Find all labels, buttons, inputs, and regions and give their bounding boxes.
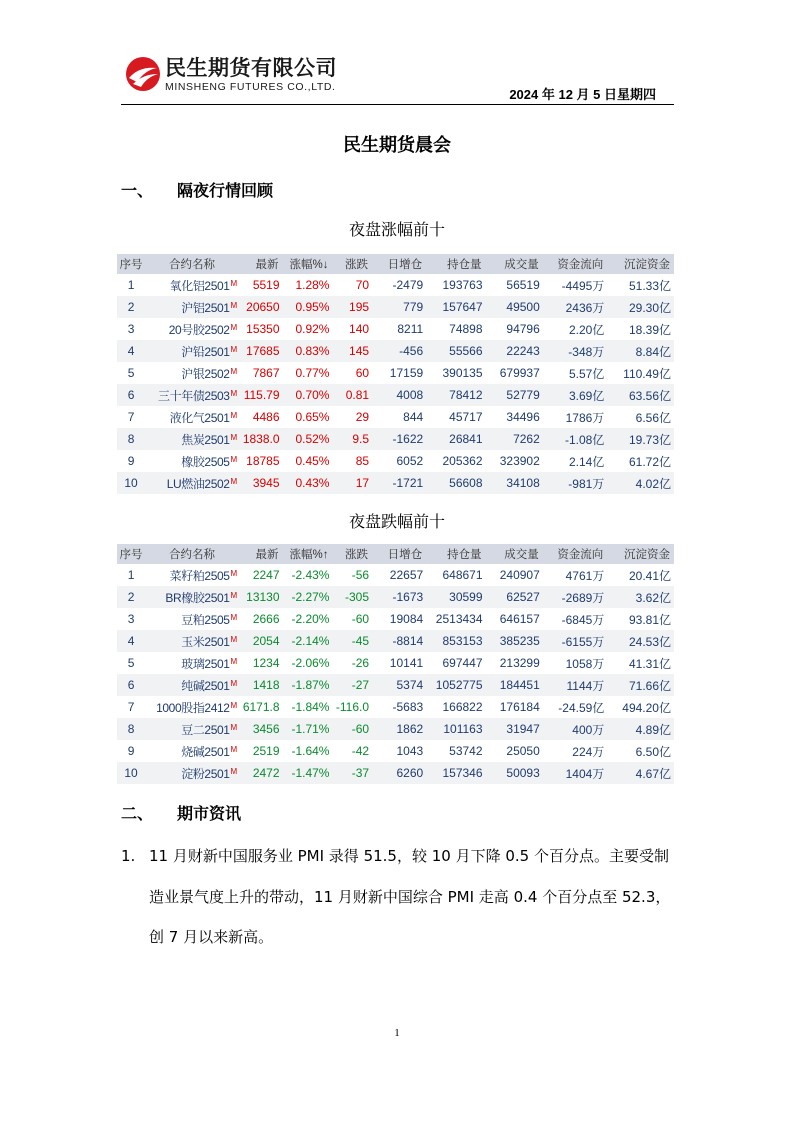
table-cell: 5519 xyxy=(252,278,280,292)
table-row[interactable] xyxy=(117,762,674,784)
document-title: 民生期货晨会 xyxy=(343,135,451,156)
table-cell: 6.56亿 xyxy=(635,410,671,425)
column-header[interactable]: 涨幅%↓ xyxy=(283,254,333,274)
table-cell: -1.47% xyxy=(283,762,333,784)
table-cell: 1234 xyxy=(252,656,280,670)
main-contract-mark: M xyxy=(230,612,237,622)
table-cell: -2.27% xyxy=(283,586,333,608)
main-contract-mark: M xyxy=(230,744,237,754)
table-cell: 9 xyxy=(127,454,135,468)
main-contract-mark: M xyxy=(230,432,237,442)
table-cell: 213299 xyxy=(499,656,540,670)
table-cell: -60 xyxy=(332,718,372,740)
table-cell: 74898 xyxy=(449,322,483,336)
table-cell: 玻璃$2501^M$ xyxy=(181,656,237,671)
table-cell: 1838.0 xyxy=(239,428,283,450)
table-row[interactable] xyxy=(117,296,674,318)
table-cell: 6.50亿 xyxy=(635,744,671,759)
main-contract-mark: M xyxy=(230,476,237,486)
column-header[interactable]: 持仓量 xyxy=(426,254,485,274)
column-header[interactable]: 序号 xyxy=(117,254,145,274)
table-cell: 145 xyxy=(332,340,372,362)
main-contract-mark: M xyxy=(230,410,237,420)
table-header-row xyxy=(117,544,674,564)
table-cell: 51.33亿 xyxy=(628,278,671,293)
table-cell: -1.84% xyxy=(291,700,330,714)
table-cell: 0.65% xyxy=(295,410,330,424)
table-cell: 0.45% xyxy=(295,454,330,468)
column-header[interactable]: 涨跌 xyxy=(332,544,372,564)
table-cell: 3 xyxy=(127,612,135,626)
table-cell: 6 xyxy=(117,384,145,406)
table-cell: -1673 xyxy=(372,586,426,608)
table-cell: 18785 xyxy=(246,454,280,468)
table-cell: 63.56亿 xyxy=(607,384,674,406)
table-cell: 20650 xyxy=(239,296,283,318)
table-cell: -981万 xyxy=(543,472,608,494)
table-cell: -2.14% xyxy=(283,630,333,652)
table-cell: -6845万 xyxy=(561,612,605,627)
table-row[interactable] xyxy=(117,472,674,494)
main-contract-mark: M xyxy=(230,700,237,710)
section-heading-2 xyxy=(121,801,241,824)
table-row[interactable] xyxy=(117,450,674,472)
table-cell: 78412 xyxy=(426,384,485,406)
main-contract-mark: M xyxy=(230,388,237,398)
news-item xyxy=(121,836,681,958)
news-text: 11 月财新中国服务业 PMI 录得 51.5，较 10 月下降 0.5 个百分点。主要受制造业景气度上升的带动，11 月财新中国综合 PMI 走高 0.4 个百分点至 52.3，创 7 月以来新高。 xyxy=(149,847,671,946)
table-cell: -2.43% xyxy=(291,568,330,582)
table-row[interactable] xyxy=(117,586,674,608)
table-cell: -1.08亿 xyxy=(543,428,608,450)
table-cell: 1043 xyxy=(396,744,424,758)
table-row[interactable] xyxy=(117,318,674,340)
main-contract-mark: M xyxy=(230,300,237,310)
table-cell: -2689万 xyxy=(543,586,608,608)
table-cell: 6 xyxy=(117,674,145,696)
table-cell: 10 xyxy=(117,472,145,494)
table-cell: 34496 xyxy=(506,410,540,424)
table-cell: 115.79 xyxy=(239,384,283,406)
gainers-table-title: 夜盘涨幅前十 xyxy=(348,220,445,239)
table-cell: 0.92% xyxy=(295,322,330,336)
table-cell: 液化气$2501^M$ xyxy=(169,410,237,425)
column-header[interactable]: 持仓量 xyxy=(426,544,485,564)
table-cell: 焦炭$2501^M$ xyxy=(145,428,239,450)
table-cell: 176184 xyxy=(499,700,540,714)
column-header[interactable]: 涨跌 xyxy=(332,254,372,274)
table-cell: 3.69亿 xyxy=(543,384,608,406)
table-cell: -348万 xyxy=(543,340,608,362)
table-cell: 4.02亿 xyxy=(607,472,674,494)
table-cell: 17 xyxy=(332,472,372,494)
table-cell: 2.14亿 xyxy=(568,454,605,469)
table-cell: 697447 xyxy=(442,656,483,670)
table-cell: 0.81 xyxy=(332,384,372,406)
main-contract-mark: M xyxy=(230,678,237,688)
table-cell: 3945 xyxy=(239,472,283,494)
column-header[interactable]: 沉淀资金 xyxy=(607,254,674,274)
table-cell: 淀粉$2501^M$ xyxy=(145,762,239,784)
table-row[interactable] xyxy=(117,696,674,718)
page-header xyxy=(121,54,674,105)
table-cell: -116.0 xyxy=(335,700,370,714)
section-number: 二、 xyxy=(121,804,154,823)
table-cell: 779 xyxy=(372,296,426,318)
table-cell: 9 xyxy=(127,744,135,758)
table-cell: 0.95% xyxy=(283,296,333,318)
table-cell: 19.73亿 xyxy=(607,428,674,450)
company-logo xyxy=(125,56,337,94)
column-header[interactable]: 日增仓 xyxy=(372,544,426,564)
table-cell: -6155万 xyxy=(543,630,608,652)
table-cell: 4 xyxy=(117,630,145,652)
table-cell: 5 xyxy=(127,366,135,380)
table-cell: 15350 xyxy=(246,322,280,336)
news-number: 1. xyxy=(121,847,136,865)
table-cell: 2247 xyxy=(252,568,280,582)
table-cell: 22243 xyxy=(486,340,543,362)
table-cell: 390135 xyxy=(442,366,483,380)
table-cell: 385235 xyxy=(486,630,543,652)
table-cell: 4.89亿 xyxy=(607,718,674,740)
table-cell: 34108 xyxy=(486,472,543,494)
table-cell: -2479 xyxy=(392,278,424,292)
table-cell: 0.43% xyxy=(283,472,333,494)
table-cell: 6052 xyxy=(396,454,424,468)
table-cell: 45717 xyxy=(449,410,483,424)
table-cell: 41.31亿 xyxy=(628,656,671,671)
table-cell: 2.20亿 xyxy=(568,322,605,337)
table-cell: 3.62亿 xyxy=(607,586,674,608)
table-cell: 56608 xyxy=(426,472,485,494)
column-header[interactable]: 最新 xyxy=(239,254,283,274)
table-cell: 60 xyxy=(355,366,370,380)
column-header[interactable]: 最新 xyxy=(239,544,283,564)
table-row[interactable] xyxy=(117,340,674,362)
table-cell: 157647 xyxy=(426,296,485,318)
table-row[interactable] xyxy=(117,674,674,696)
table-cell: 53742 xyxy=(449,744,483,758)
table-cell: 2 xyxy=(117,586,145,608)
minsheng-logo-icon xyxy=(125,56,161,92)
table-cell: -5683 xyxy=(392,700,424,714)
table-cell: 52779 xyxy=(486,384,543,406)
table-cell: 1000股指$2412^M$ xyxy=(156,700,237,715)
table-cell: 0.70% xyxy=(283,384,333,406)
table-cell: 93.81亿 xyxy=(628,612,671,627)
table-row[interactable] xyxy=(117,384,674,406)
table-cell: 1 xyxy=(127,568,135,582)
table-cell: 25050 xyxy=(506,744,540,758)
table-cell: 2666 xyxy=(252,612,280,626)
main-contract-mark: M xyxy=(230,278,237,288)
table-cell: 2054 xyxy=(239,630,283,652)
table-cell: 5374 xyxy=(372,674,426,696)
table-cell: 7 xyxy=(127,410,135,424)
table-cell: 157346 xyxy=(426,762,485,784)
table-cell: LU燃油$2502^M$ xyxy=(145,472,239,494)
table-cell: 29 xyxy=(355,410,370,424)
table-row[interactable] xyxy=(117,608,674,630)
table-cell: 1786万 xyxy=(565,410,605,425)
table-cell: 氧化铝$2501^M$ xyxy=(169,278,237,293)
column-header[interactable]: 合约名称 xyxy=(145,544,239,564)
table-cell: 8 xyxy=(117,718,145,740)
table-cell: 4486 xyxy=(252,410,280,424)
main-contract-mark: M xyxy=(230,568,237,578)
table-cell: -456 xyxy=(372,340,426,362)
table-cell: 1404万 xyxy=(543,762,608,784)
table-cell: 橡胶$2505^M$ xyxy=(181,454,237,469)
table-cell: 50093 xyxy=(486,762,543,784)
table-cell: -1.64% xyxy=(291,744,330,758)
table-cell: 1058万 xyxy=(565,656,605,671)
table-row[interactable] xyxy=(117,564,674,586)
table-cell: 5 xyxy=(127,656,135,670)
column-header[interactable]: 成交量 xyxy=(486,544,543,564)
page-number: 1 xyxy=(394,1027,400,1039)
table-cell: 1418 xyxy=(239,674,283,696)
table-cell: 679937 xyxy=(499,366,540,380)
company-name-en: MINSHENG FUTURES CO.,LTD. xyxy=(165,81,336,93)
column-header[interactable]: 日增仓 xyxy=(372,254,426,274)
table-cell: -42 xyxy=(351,744,370,758)
table-cell: 101163 xyxy=(426,718,485,740)
main-contract-mark: M xyxy=(230,722,237,732)
table-cell: 0.77% xyxy=(295,366,330,380)
table-cell: 1.28% xyxy=(295,278,330,292)
table-row[interactable] xyxy=(117,630,674,652)
column-header[interactable]: 沉淀资金 xyxy=(607,544,674,564)
table-cell: 61.72亿 xyxy=(628,454,671,469)
table-cell: 62527 xyxy=(486,586,543,608)
table-cell: 0.52% xyxy=(283,428,333,450)
table-cell: 140 xyxy=(349,322,370,336)
column-header[interactable]: 合约名称 xyxy=(145,254,239,274)
table-cell: 8 xyxy=(117,428,145,450)
table-cell: -2.20% xyxy=(291,612,330,626)
table-cell: 4 xyxy=(117,340,145,362)
main-contract-mark: M xyxy=(230,322,237,332)
table-cell: 10 xyxy=(117,762,145,784)
column-header[interactable]: 资金流向 xyxy=(543,254,608,274)
table-cell: 沪铅$2501^M$ xyxy=(145,340,239,362)
table-cell: -24.59亿 xyxy=(558,700,605,715)
table-cell: -1622 xyxy=(372,428,426,450)
table-cell: 26841 xyxy=(426,428,485,450)
main-contract-mark: M xyxy=(230,590,237,600)
table-cell: -56 xyxy=(351,568,370,582)
table-cell: 94796 xyxy=(506,322,540,336)
table-cell: 646157 xyxy=(499,612,540,626)
table-cell: 1052775 xyxy=(426,674,485,696)
table-cell: 2436万 xyxy=(543,296,608,318)
table-cell: 70 xyxy=(355,278,370,292)
table-cell: 323902 xyxy=(499,454,540,468)
main-contract-mark: M xyxy=(230,366,237,376)
table-cell: 7867 xyxy=(252,366,280,380)
table-cell: 29.30亿 xyxy=(607,296,674,318)
table-cell: 30599 xyxy=(426,586,485,608)
table-cell: 31947 xyxy=(486,718,543,740)
table-cell: -26 xyxy=(351,656,370,670)
table-cell: 22657 xyxy=(389,568,424,582)
company-name-cn: 民生期货有限公司 xyxy=(165,56,337,80)
column-header[interactable]: 成交量 xyxy=(486,254,543,274)
main-contract-mark: M xyxy=(230,656,237,666)
table-cell: 85 xyxy=(355,454,370,468)
section-heading-1 xyxy=(121,178,273,201)
main-contract-mark: M xyxy=(230,454,237,464)
table-cell: 沪铝$2501^M$ xyxy=(145,296,239,318)
table-cell: 2472 xyxy=(239,762,283,784)
table-cell: 10141 xyxy=(389,656,424,670)
table-cell: 4761万 xyxy=(565,568,605,583)
table-cell: 8211 xyxy=(397,322,424,336)
table-cell: 2513434 xyxy=(435,612,483,626)
column-header[interactable]: 序号 xyxy=(117,544,145,564)
table-cell: 1144万 xyxy=(543,674,608,696)
main-contract-mark: M xyxy=(230,634,237,644)
table-cell: 三十年债$2503^M$ xyxy=(145,384,239,406)
table-cell: BR橡胶$2501^M$ xyxy=(145,586,239,608)
table-cell: 24.53亿 xyxy=(607,630,674,652)
table-cell: 494.20亿 xyxy=(622,700,671,715)
table-cell: 2 xyxy=(117,296,145,318)
section-title: 隔夜行情回顾 xyxy=(177,181,274,200)
table-cell: 184451 xyxy=(486,674,543,696)
table-cell: 3 xyxy=(127,322,135,336)
table-cell: 沪银$2502^M$ xyxy=(181,366,237,381)
table-cell: 1862 xyxy=(372,718,426,740)
table-cell: 7 xyxy=(127,700,135,714)
table-cell: 7262 xyxy=(486,428,543,450)
table-row[interactable] xyxy=(117,362,674,384)
column-header[interactable]: 涨幅%↑ xyxy=(283,544,333,564)
section-number: 一、 xyxy=(121,181,154,200)
table-cell: 166822 xyxy=(442,700,483,714)
table-cell: 13130 xyxy=(239,586,283,608)
table-cell: 853153 xyxy=(426,630,485,652)
table-cell: 400万 xyxy=(543,718,608,740)
table-cell: 4.67亿 xyxy=(607,762,674,784)
table-cell: 17685 xyxy=(239,340,283,362)
table-cell: -1721 xyxy=(372,472,426,494)
table-cell: 8.84亿 xyxy=(607,340,674,362)
table-cell: 648671 xyxy=(442,568,483,582)
table-cell: 菜籽粕$2505^M$ xyxy=(169,568,237,583)
table-cell: -305 xyxy=(332,586,372,608)
table-cell: -45 xyxy=(332,630,372,652)
section-title: 期市资讯 xyxy=(177,804,242,823)
table-cell: -1.71% xyxy=(283,718,333,740)
table-cell: 240907 xyxy=(499,568,540,582)
table-cell: -8814 xyxy=(372,630,426,652)
table-cell: 6260 xyxy=(372,762,426,784)
table-cell: 玉米$2501^M$ xyxy=(145,630,239,652)
table-cell: 2519 xyxy=(252,744,280,758)
table-cell: 205362 xyxy=(442,454,483,468)
table-cell: 9.5 xyxy=(332,428,372,450)
column-header[interactable]: 资金流向 xyxy=(543,544,608,564)
table-cell: -60 xyxy=(351,612,370,626)
table-row[interactable] xyxy=(117,428,674,450)
table-cell: 71.66亿 xyxy=(607,674,674,696)
gainers-table xyxy=(117,254,674,494)
table-cell: 豆二$2501^M$ xyxy=(145,718,239,740)
losers-table xyxy=(117,544,674,784)
table-cell: 19084 xyxy=(389,612,424,626)
table-cell: 55566 xyxy=(426,340,485,362)
table-cell: 5.57亿 xyxy=(568,366,605,381)
table-cell: 纯碱$2501^M$ xyxy=(145,674,239,696)
table-cell: 4008 xyxy=(372,384,426,406)
table-row[interactable] xyxy=(117,406,674,428)
table-cell: 1 xyxy=(127,278,135,292)
table-cell: 193763 xyxy=(442,278,483,292)
table-cell: 195 xyxy=(332,296,372,318)
table-header-row xyxy=(117,254,674,274)
table-row[interactable] xyxy=(117,740,674,762)
table-cell: 豆粕$2505^M$ xyxy=(181,612,237,627)
table-cell: 17159 xyxy=(389,366,424,380)
table-cell: 20.41亿 xyxy=(628,568,671,583)
main-contract-mark: M xyxy=(230,766,237,776)
report-date: 2024 年 12 月 5 日星期四 xyxy=(509,87,656,102)
table-cell: -27 xyxy=(332,674,372,696)
table-cell: 18.39亿 xyxy=(628,322,671,337)
table-cell: 224万 xyxy=(572,744,605,759)
table-cell: 844 xyxy=(403,410,424,424)
table-cell: 烧碱$2501^M$ xyxy=(181,744,237,759)
table-cell: 0.83% xyxy=(283,340,333,362)
table-cell: -4495万 xyxy=(561,278,605,293)
table-cell: 6171.8 xyxy=(242,700,280,714)
table-cell: -2.06% xyxy=(291,656,330,670)
table-cell: 3456 xyxy=(239,718,283,740)
losers-table-title: 夜盘跌幅前十 xyxy=(348,512,445,531)
table-row[interactable] xyxy=(117,652,674,674)
table-cell: 110.49亿 xyxy=(623,366,671,381)
table-cell: 20号胶$2502^M$ xyxy=(168,322,237,337)
table-cell: -1.87% xyxy=(283,674,333,696)
table-cell: 56519 xyxy=(506,278,540,292)
table-row[interactable] xyxy=(117,718,674,740)
main-contract-mark: M xyxy=(230,344,237,354)
table-cell: -37 xyxy=(332,762,372,784)
table-row[interactable] xyxy=(117,274,674,296)
table-cell: 49500 xyxy=(486,296,543,318)
